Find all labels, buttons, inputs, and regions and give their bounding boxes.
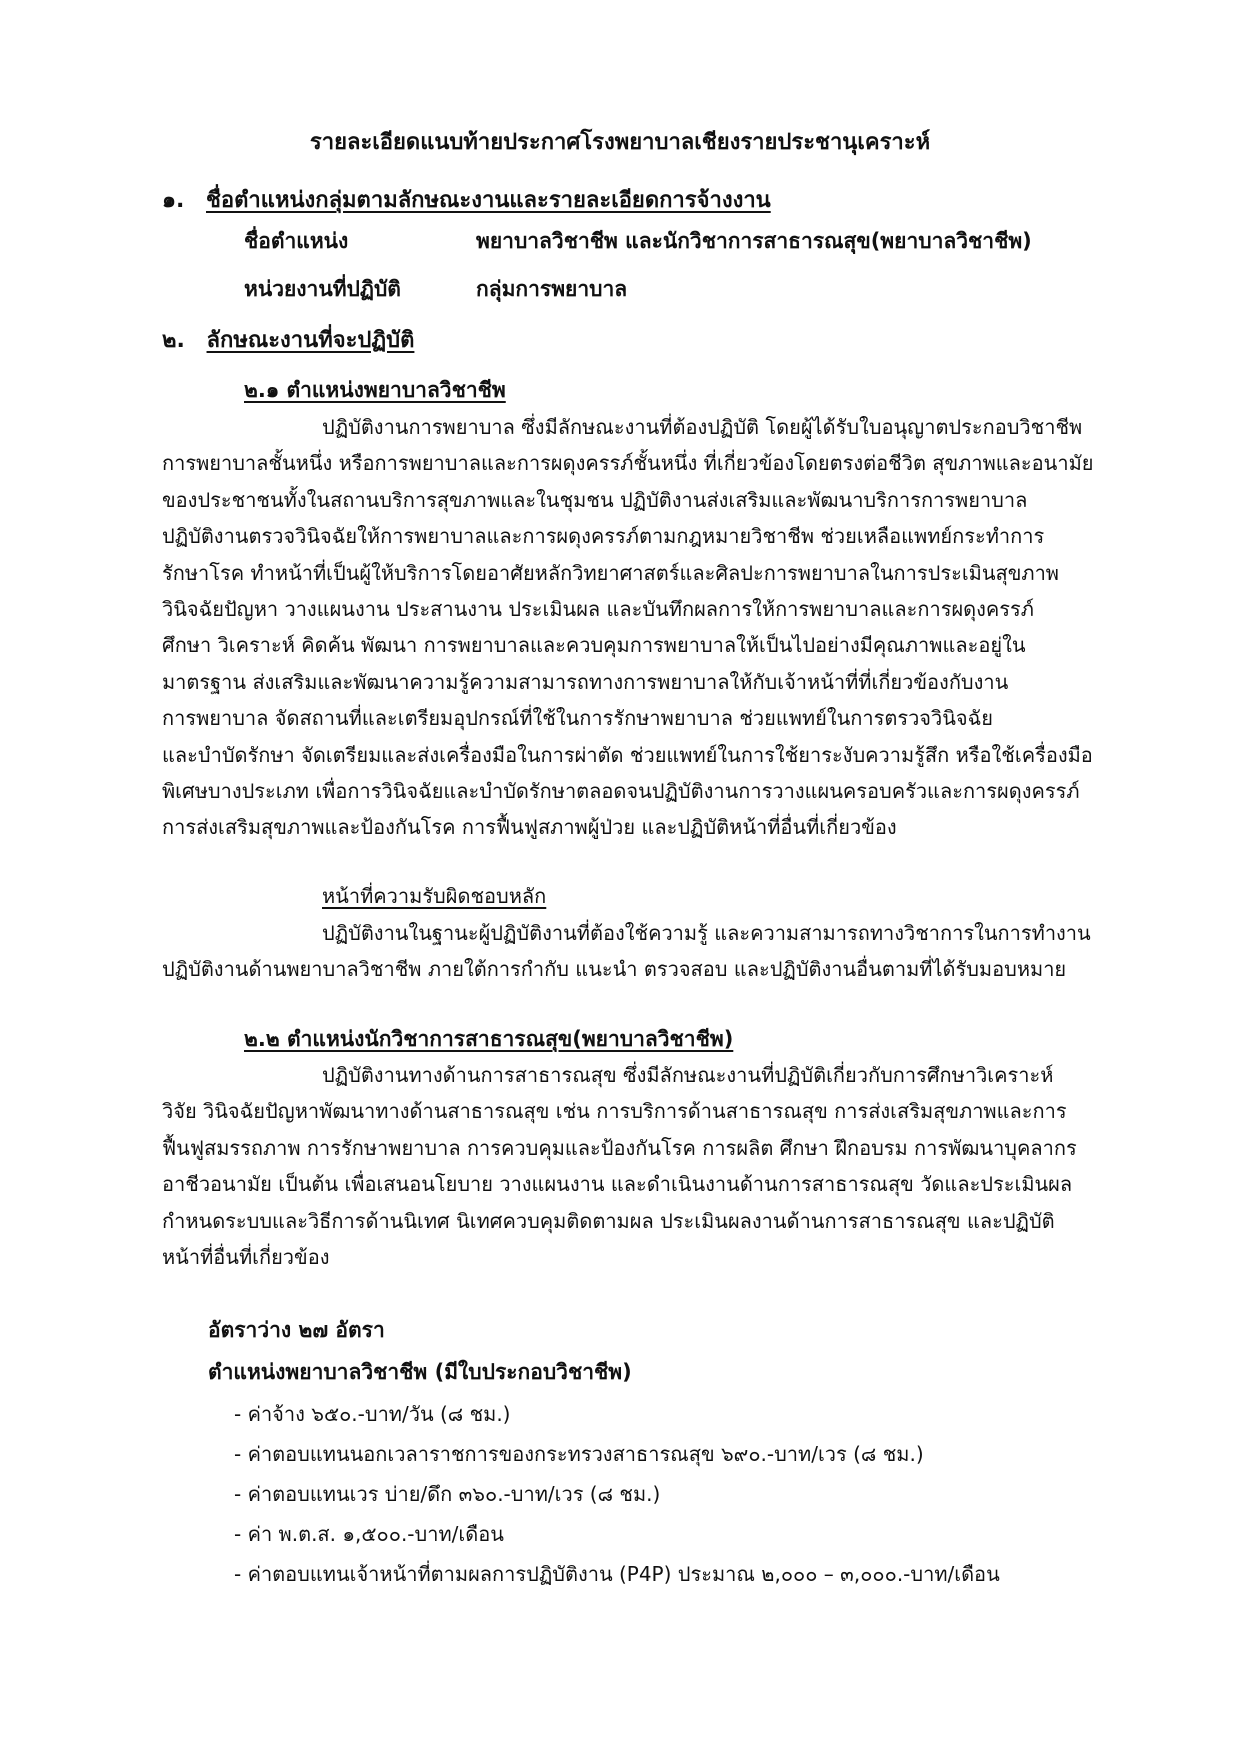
document-title: รายละเอียดแนบท้ายประกาศโรงพยาบาลเชียงรายประชานุเคราะห์: [309, 130, 931, 155]
duty-heading: หน้าที่ความรับผิดชอบหลัก: [322, 884, 547, 908]
paragraph-line: ของประชาชนทั้งในสถานบริการสุขภาพและในชุมชน ปฏิบัติงานส่งเสริมและพัฒนาบริการการพยาบาล: [162, 487, 1028, 512]
paragraph-line: วินิจฉัยปัญหา วางแผนงาน ประสานงาน ประเมินผล และบันทึกผลการให้การพยาบาลและการผดุงครรภ์: [162, 597, 1034, 622]
compensation-item: - ค่าตอบแทนเวร บ่าย/ดึก ๓๖๐.-บาท/เวร (๘ ชม.): [234, 1482, 661, 1506]
paragraph-line: ฟื้นฟูสมรรถภาพ การรักษาพยาบาล การควบคุมและป้องกันโรค การผลิต ศึกษา ฝึกอบรม การพัฒนาบุคลากร: [162, 1135, 1077, 1160]
paragraph-line: หน้าที่อื่นที่เกี่ยวข้อง: [162, 1245, 330, 1270]
paragraph-line: ปฏิบัติงานทางด้านการสาธารณสุข ซึ่งมีลักษณะงานที่ปฏิบัติเกี่ยวกับการศึกษาวิเคราะห์: [322, 1063, 1054, 1087]
paragraph-line: ปฏิบัติงานในฐานะผู้ปฏิบัติงานที่ต้องใช้ความรู้ และความสามารถทางวิชาการในการทำงาน: [322, 921, 1091, 945]
paragraph-line: ปฏิบัติงานการพยาบาล ซึ่งมีลักษณะงานที่ต้องปฏิบัติ โดยผู้ได้รับใบอนุญาตประกอบวิชาชีพ: [322, 415, 1083, 439]
section-2-heading: ลักษณะงานที่จะปฏิบัติ: [206, 328, 415, 353]
paragraph-line: ปฏิบัติงานตรวจวินิจฉัยให้การพยาบาลและการผดุงครรภ์ตามกฎหมายวิชาชีพ ช่วยเหลือแพทย์กระทำการ: [162, 524, 1045, 549]
position-value: พยาบาลวิชาชีพ และนักวิชาการสาธารณสุข(พยาบาลวิชาชีพ): [476, 229, 1032, 253]
paragraph-line: ปฏิบัติงานด้านพยาบาลวิชาชีพ ภายใต้การกำกับ แนะนำ ตรวจสอบ และปฏิบัติงานอื่นตามที่ได้รับมอบหมาย: [162, 957, 1067, 982]
section-1-heading-row: [162, 182, 771, 217]
section-1-number: ๑.: [162, 188, 185, 213]
paragraph-line: และบำบัดรักษา จัดเตรียมและส่งเครื่องมือในการผ่าตัด ช่วยแพทย์ในการใช้ยาระงับความรู้สึก หรือใช้เครื่องมือ: [162, 742, 1093, 767]
paragraph-line: วิจัย วินิจฉัยปัญหาพัฒนาทางด้านสาธารณสุข เช่น การบริการด้านสาธารณสุข การส่งเสริมสุขภาพและการ: [162, 1099, 1067, 1124]
paragraph-line: การส่งเสริมสุขภาพและป้องกันโรค การฟื้นฟูสภาพผู้ป่วย และปฏิบัติหน้าที่อื่นที่เกี่ยวข้อง: [162, 815, 897, 840]
subsection-2-1-heading: ๒.๑ ตำแหน่งพยาบาลวิชาชีพ: [244, 378, 506, 402]
vacancy-position-heading: ตำแหน่งพยาบาลวิชาชีพ (มีใบประกอบวิชาชีพ): [208, 1360, 632, 1384]
compensation-item: - ค่าตอบแทนนอกเวลาราชการของกระทรวงสาธารณสุข ๖๙๐.-บาท/เวร (๘ ชม.): [234, 1442, 924, 1466]
paragraph-line: การพยาบาล จัดสถานที่และเตรียมอุปกรณ์ที่ใช้ในการรักษาพยาบาล ช่วยแพทย์ในการตรวจวินิจฉัย: [162, 706, 993, 731]
unit-label: หน่วยงานที่ปฏิบัติ: [244, 277, 401, 301]
vacancy-heading: อัตราว่าง ๒๗ อัตรา: [208, 1318, 385, 1342]
paragraph-line: การพยาบาลชั้นหนึ่ง หรือการพยาบาลและการผดุงครรภ์ชั้นหนึ่ง ที่เกี่ยวข้องโดยตรงต่อชีวิต สุขภาพและอนามัย: [162, 451, 1094, 476]
compensation-item: - ค่าจ้าง ๖๕๐.-บาท/วัน (๘ ชม.): [234, 1402, 511, 1426]
paragraph-line: อาชีวอนามัย เป็นต้น เพื่อเสนอนโยบาย วางแผนงาน และดำเนินงานด้านการสาธารณสุข วัดและประเมินผล: [162, 1172, 1073, 1197]
section-2-number: ๒.: [162, 328, 185, 353]
paragraph-line: ศึกษา วิเคราะห์ คิดค้น พัฒนา การพยาบาลและควบคุมการพยาบาลให้เป็นไปอย่างมีคุณภาพและอยู่ใน: [162, 633, 1026, 658]
section-1-heading: ชื่อตำแหน่งกลุ่มตามลักษณะงานและรายละเอียดการจ้างงาน: [206, 188, 771, 213]
duty-paragraph: [162, 915, 1132, 988]
subsection-2-2-heading: ๒.๒ ตำแหน่งนักวิชาการสาธารณสุข(พยาบาลวิชาชีพ): [244, 1027, 734, 1051]
paragraph-line: รักษาโรค ทำหน้าที่เป็นผู้ให้บริการโดยอาศัยหลักวิทยาศาสตร์และศิลปะการพยาบาลในการประเมินสุขภาพ: [162, 560, 1059, 585]
compensation-item: - ค่าตอบแทนเจ้าหน้าที่ตามผลการปฏิบัติงาน (P4P) ประมาณ ๒,๐๐๐ – ๓,๐๐๐.-บาท/เดือน: [234, 1562, 1000, 1586]
subsection-2-1-paragraph: [162, 409, 1132, 846]
section-2-heading-row: [162, 322, 414, 357]
position-label: ชื่อตำแหน่ง: [244, 229, 349, 253]
subsection-2-2-paragraph: [162, 1057, 1132, 1275]
paragraph-line: กำหนดระบบและวิธีการด้านนิเทศ นิเทศควบคุมติดตามผล ประเมินผลงานด้านการสาธารณสุข และปฏิบัติ: [162, 1208, 1055, 1233]
unit-value: กลุ่มการพยาบาล: [476, 277, 628, 301]
paragraph-line: พิเศษบางประเภท เพื่อการวินิจฉัยและบำบัดรักษาตลอดจนปฏิบัติงานการวางแผนครอบครัวและการผดุงครรภ์: [162, 779, 1080, 804]
compensation-item: - ค่า พ.ต.ส. ๑,๕๐๐.-บาท/เดือน: [234, 1522, 504, 1546]
paragraph-line: มาตรฐาน ส่งเสริมและพัฒนาความรู้ความสามารถทางการพยาบาลให้กับเจ้าหน้าที่ที่เกี่ยวข้องกับงาน: [162, 669, 1009, 694]
